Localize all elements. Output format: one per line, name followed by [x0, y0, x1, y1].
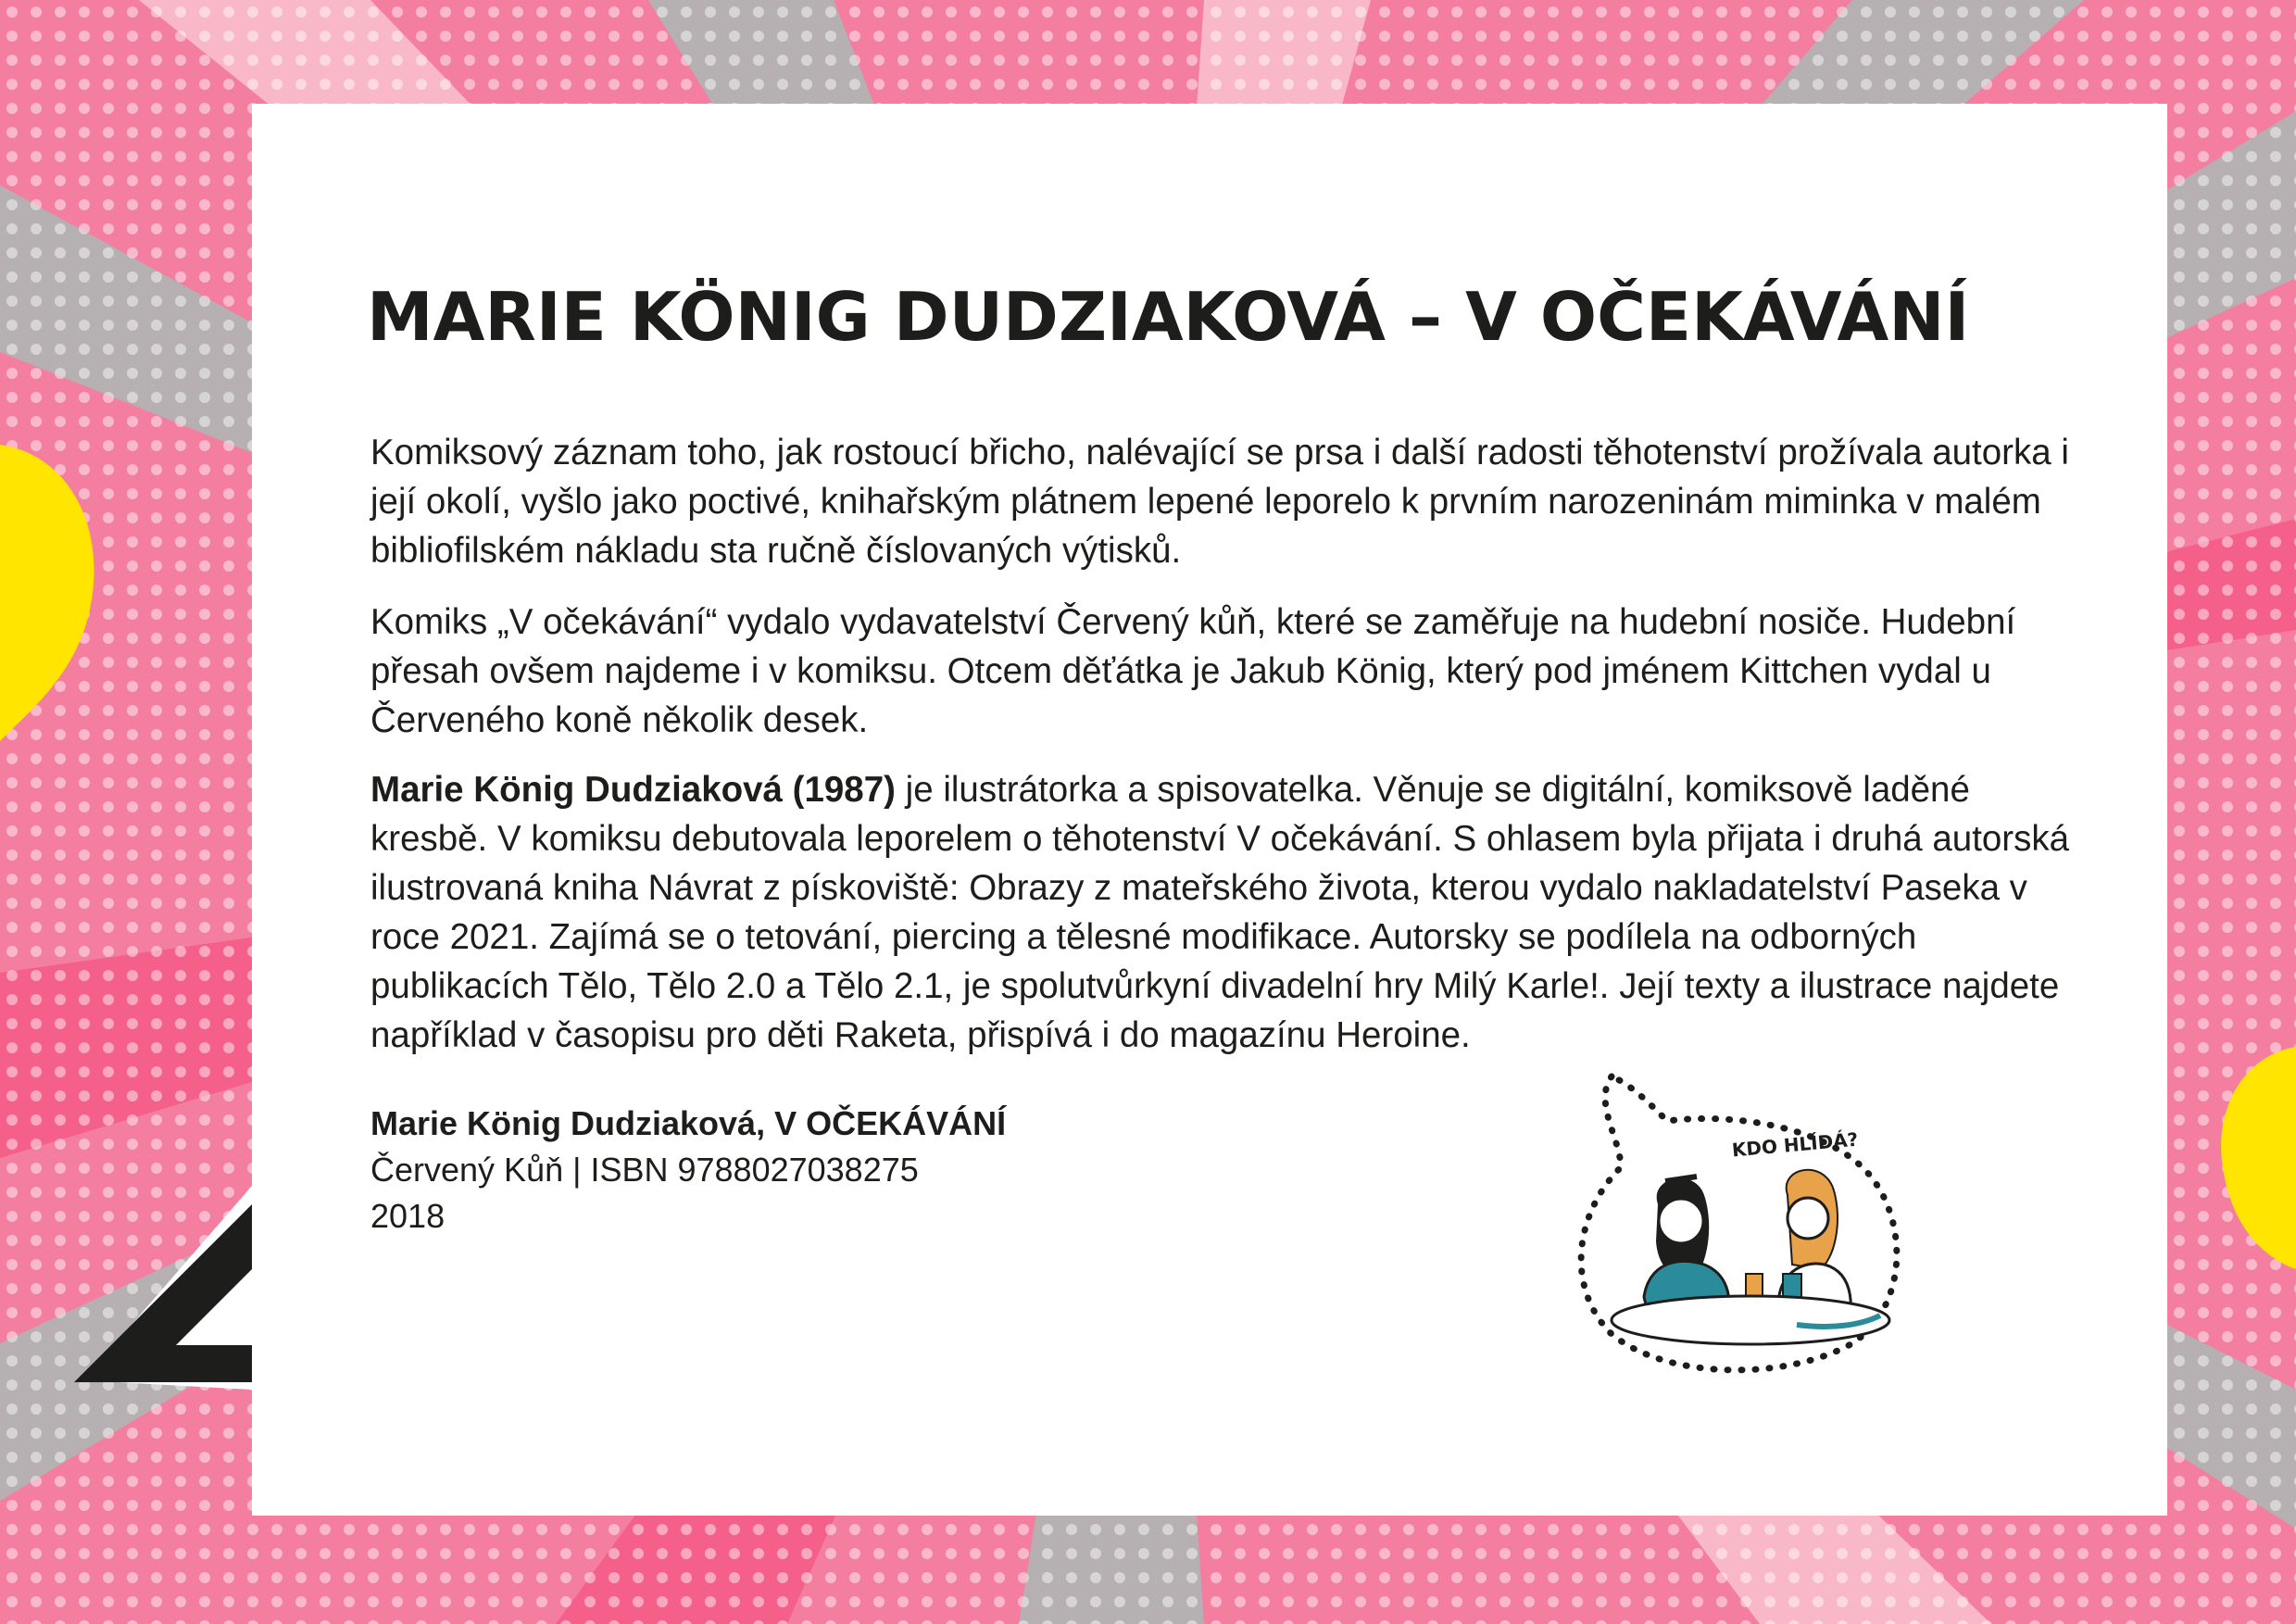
- author-bio: je ilustrátorka a spisovatelka. Věnuje se digitální, komiksově laděné kresbě. V komiksu debutovala leporelem o těhotenství V očekávání. S ohlasem byla přijata i druhá autorská ilustrovaná kniha Návrat z pískoviště: Obrazy z mateřského života, kterou vydalo nakladatelství Paseka v roce 2021. Zajímá se o tetování, piercing a tělesné modifikace. Autorsky se podílela na odborných publikacích Tělo, Tělo 2.0 a Tělo 2.1, je spolutvůrkyní divadelní hry Milý Karle!. Její texty a ilustrace najdete například v časopisu pro děti Raketa, přispívá i do magazínu Heroine.: [370, 770, 2070, 1055]
- paragraph-publisher: [370, 598, 2075, 745]
- paragraph-description: [370, 428, 2075, 575]
- author-name-year: Marie König Dudziaková (1987): [370, 770, 896, 810]
- book-info: [370, 1101, 1006, 1240]
- page-title: MARIE KÖNIG DUDZIAKOVÁ – V OČEKÁVÁNÍ: [367, 278, 1970, 356]
- book-publisher-isbn: Červený Kůň | ISBN 9788027038275: [370, 1151, 919, 1189]
- comic-illustration: [1556, 1065, 1945, 1380]
- paragraph-3: [370, 765, 2075, 1060]
- book-author-title: Marie König Dudziaková, V OČEKÁVÁNÍ: [370, 1104, 1007, 1142]
- woman-left-drawing: [1644, 1177, 1729, 1316]
- book-year: 2018: [370, 1197, 445, 1235]
- paragraph-author: [370, 765, 2075, 1060]
- speech-bubble-text: KDO HLÍDÁ?: [1730, 1127, 1860, 1162]
- paragraph-2: Komiks „V očekávání“ vydalo vydavatelství Červený kůň, které se zaměřuje na hudební nosiče. Hudební přesah ovšem najdeme i v komiksu. Otcem děťátka je Jakub König, který pod jménem Kittchen vydal u Červeného koně několik desek.: [370, 602, 2016, 740]
- paragraph-1: Komiksový záznam toho, jak rostoucí břicho, nalévající se prsa i další radosti těhotenství prožívala autorka i její okolí, vyšlo jako poctivé, knihařským plátnem lepené leporelo k prvním narozeninám miminka v malém bibliofilském nákladu sta ručně číslovaných výtisků.: [370, 433, 2069, 571]
